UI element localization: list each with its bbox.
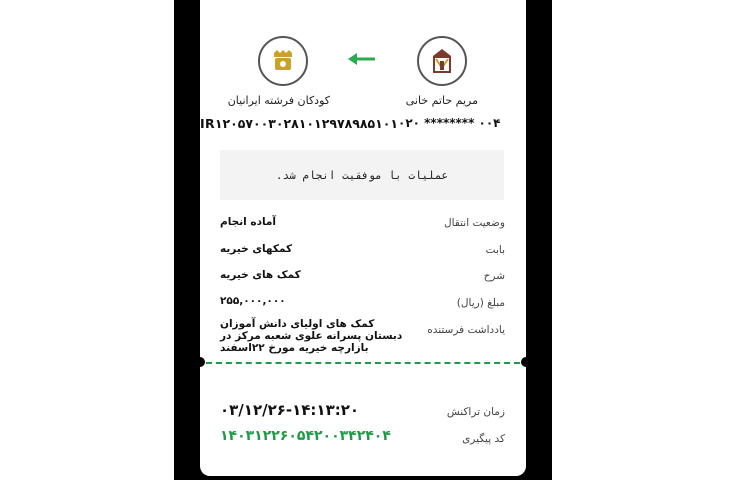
detail-value-status: آماده انجام (220, 216, 277, 228)
destination-name: کودکان فرشته ایرانیان (227, 94, 330, 107)
transaction-time-label: زمان تراکنش (446, 406, 505, 418)
dashed-separator (206, 362, 520, 364)
success-message: عملیات با موفقیت انجام شد. (275, 168, 449, 182)
detail-value-description: کمک های خیریه (220, 269, 301, 281)
detail-label-amount: مبلغ (ریال) (456, 297, 505, 309)
tracking-code-value: ۱۴۰۳۱۲۲۶۰۵۴۲۰۰۳۴۲۴۰۴ (220, 428, 391, 444)
bank-melli-logo-icon (417, 36, 467, 86)
transaction-time-value: ۰۳/۱۲/۲۶-۱۴:۱۳:۲۰ (220, 401, 360, 419)
receipt-notch-right (521, 357, 531, 367)
detail-label-description: شرح (483, 270, 505, 282)
detail-value-amount: ۲۵۵,۰۰۰,۰۰۰ (220, 295, 286, 307)
sender-name: مریم حاتم خانی (405, 94, 478, 107)
detail-label-status: وضعیت انتقال (443, 217, 505, 229)
success-message-box (220, 150, 504, 200)
tracking-code-label: کد پیگیری (462, 433, 505, 445)
detail-label-purpose: بابت (485, 244, 505, 256)
sender-account: ۰۲۰ ******** ۰۰۴ (398, 116, 501, 130)
detail-value-sender-note: کمک های اولیای دانش آموزان دبستان پسرانه علوی شعبه مرکز در بازارچه خیریه مورخ ۲۲اسفند (220, 318, 403, 354)
detail-label-sender-note: یادداشت فرستنده (427, 324, 505, 336)
receipt-notch-left (195, 357, 205, 367)
arrow-left-icon (348, 51, 376, 67)
destination-account: IR۱۲۰۵۷۰۰۳۰۲۸۱۰۱۲۹۷۸۹۸۵۱۰۱ (200, 116, 398, 131)
charity-logo-icon (258, 36, 308, 86)
detail-value-purpose: کمکهای خیریه (220, 243, 293, 255)
